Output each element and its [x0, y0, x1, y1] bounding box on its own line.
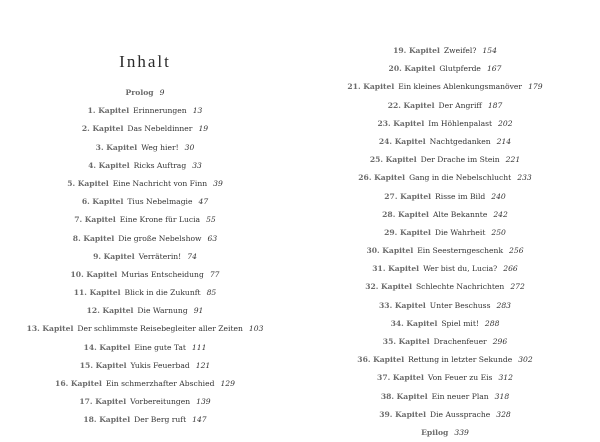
chapter-number: 28. Kapitel [382, 209, 429, 219]
toc-entry [300, 278, 590, 296]
toc-list-left [0, 84, 290, 430]
toc-entry [0, 157, 290, 175]
chapter-title: Ein kleines Ablenkungsmanöver [398, 82, 523, 92]
chapter-title: Die Wahrheit [434, 227, 486, 237]
chapter-title: Ein neuer Plan [431, 391, 489, 401]
left-page [0, 0, 300, 434]
chapter-number: 23. Kapitel [377, 118, 425, 128]
chapter-number: 37. Kapitel [377, 373, 424, 383]
page-number: 30 [184, 142, 195, 152]
toc-entry [300, 351, 590, 369]
chapter-title: Im Höhlenpalast [428, 118, 493, 128]
toc-entry [0, 393, 290, 411]
chapter-number: 3. Kapitel [95, 142, 138, 152]
toc-entry [300, 369, 590, 387]
page-number: 318 [494, 391, 510, 401]
chapter-number: 33. Kapitel [379, 300, 426, 310]
chapter-title: Zweifel? [443, 46, 477, 55]
chapter-number: 15. Kapitel [79, 360, 127, 370]
toc-entry [300, 315, 590, 333]
toc-entry [300, 133, 590, 151]
chapter-number: 19. Kapitel [393, 46, 440, 55]
toc-entry [0, 302, 290, 320]
page-number: 77 [209, 269, 220, 279]
toc-entry [0, 193, 290, 211]
page-number: 339 [454, 427, 469, 437]
toc-entry [0, 175, 290, 193]
chapter-title: Glutpferde [439, 64, 481, 74]
chapter-number: 12. Kapitel [86, 306, 134, 316]
page-number: 266 [503, 264, 518, 274]
chapter-number: 2. Kapitel [81, 124, 124, 134]
toc-entry [300, 42, 590, 60]
page-number: 283 [496, 300, 511, 310]
chapter-title: Erinnerungen [133, 106, 187, 116]
toc-entry [300, 169, 590, 187]
chapter-number: 31. Kapitel [372, 264, 420, 274]
chapter-title: Prolog [125, 88, 154, 97]
toc-entry [300, 406, 590, 424]
page-number: 256 [509, 246, 524, 256]
chapter-title: Verräterin! [138, 251, 182, 261]
page-number: 296 [492, 337, 508, 346]
chapter-number: 27. Kapitel [384, 191, 432, 201]
page-number: 221 [505, 155, 521, 165]
chapter-title: Der schlimmste Reisebegleiter aller Zeiten [77, 324, 243, 334]
chapter-number: 18. Kapitel [83, 415, 131, 425]
chapter-title: Ein Seesterngeschenk [417, 246, 504, 256]
chapter-title: Ricks Auftrag [133, 160, 187, 170]
chapter-number: 21. Kapitel [347, 82, 395, 92]
toc-entry [300, 388, 590, 406]
page-number: 9 [159, 88, 165, 97]
toc-entry [300, 78, 590, 96]
page-number: 154 [482, 46, 497, 55]
toc-entry [300, 188, 590, 206]
chapter-number: 11. Kapitel [73, 288, 121, 298]
toc-entry [300, 151, 590, 169]
chapter-number: 36. Kapitel [357, 355, 405, 365]
chapter-title: Das Nebeldinner [127, 124, 193, 134]
page-number: 129 [220, 379, 235, 388]
chapter-title: Rettung in letzter Sekunde [408, 355, 513, 365]
chapter-title: Die Warnung [137, 306, 188, 316]
page-number: 272 [510, 282, 525, 292]
page-number: 187 [487, 100, 503, 110]
chapter-number: 25. Kapitel [369, 155, 417, 165]
chapter-number: 7. Kapitel [74, 215, 116, 225]
page-number: 233 [517, 173, 532, 183]
toc-entry [300, 115, 590, 133]
toc-entry [300, 60, 590, 78]
chapter-number: 14. Kapitel [83, 342, 131, 352]
page-number: 47 [198, 197, 209, 207]
page-number: 202 [498, 118, 513, 128]
page-number: 85 [206, 288, 217, 298]
chapter-title: Weg hier! [141, 142, 179, 152]
toc-entry [0, 102, 290, 120]
page-number: 139 [196, 397, 211, 407]
chapter-number: 9. Kapitel [93, 251, 135, 261]
toc-entry [0, 248, 290, 266]
page-number: 103 [248, 324, 264, 334]
page-number: 63 [207, 233, 218, 243]
chapter-number: 6. Kapitel [81, 197, 124, 207]
chapter-number: 39. Kapitel [379, 409, 427, 419]
page-number: 167 [486, 64, 502, 74]
chapter-number: 13. Kapitel [26, 324, 74, 334]
toc-entry [0, 120, 290, 138]
page-number: 312 [498, 373, 513, 383]
chapter-title: Gang in die Nebelschlucht [409, 173, 512, 183]
toc-title: Inhalt [119, 52, 171, 71]
toc-entry [300, 297, 590, 315]
toc-entry [0, 357, 290, 375]
page-number: 74 [187, 251, 197, 261]
chapter-number: 5. Kapitel [67, 178, 109, 188]
chapter-title: Ein schmerzhafter Abschied [105, 379, 215, 388]
chapter-number: 35. Kapitel [382, 337, 430, 346]
toc-entry [300, 260, 590, 278]
toc-entry [0, 230, 290, 248]
chapter-title: Der Berg ruft [134, 415, 187, 425]
chapter-title: Wer bist du, Lucia? [423, 264, 498, 274]
toc-entry [300, 242, 590, 260]
chapter-title: Eine Krone für Lucia [119, 215, 201, 225]
chapter-number: 4. Kapitel [88, 160, 130, 170]
chapter-title: Spiel mit! [441, 318, 479, 328]
toc-entry [300, 206, 590, 224]
page-number: 39 [213, 178, 223, 188]
toc-entry [0, 339, 290, 357]
toc-entry [0, 84, 290, 102]
chapter-title: Alte Bekannte [432, 209, 488, 219]
page-number: 91 [193, 306, 204, 316]
chapter-title: Risse im Bild [435, 191, 486, 201]
chapter-number: 38. Kapitel [380, 391, 428, 401]
page-number: 302 [518, 355, 533, 365]
chapter-number: 16. Kapitel [55, 379, 102, 388]
chapter-title: Die große Nebelshow [118, 233, 202, 243]
toc-entry [0, 411, 290, 429]
right-page [300, 0, 600, 437]
page-number: 214 [496, 136, 512, 146]
page-number: 147 [192, 415, 207, 425]
chapter-title: Eine Nachricht von Finn [112, 178, 208, 188]
page-number: 121 [195, 360, 211, 370]
page-number: 179 [528, 82, 543, 92]
toc-entry [300, 333, 590, 351]
toc-entry [0, 284, 290, 302]
chapter-title: Die Aussprache [430, 409, 491, 419]
chapter-title: Der Angriff [438, 100, 482, 110]
page-number: 33 [192, 160, 202, 170]
chapter-title: Vorbereitungen [130, 397, 191, 407]
chapter-title: Schlechte Nachrichten [415, 282, 505, 292]
chapter-number: 10. Kapitel [70, 269, 118, 279]
chapter-title: Unter Beschuss [429, 300, 491, 310]
toc-entry [0, 375, 290, 393]
page-number: 19 [198, 124, 209, 134]
page-number: 111 [191, 342, 207, 352]
chapter-number: 32. Kapitel [365, 282, 412, 292]
chapter-title: Der Drache im Stein [420, 155, 500, 165]
chapter-number: 8. Kapitel [72, 233, 115, 243]
chapter-title: Eine gute Tat [134, 342, 186, 352]
chapter-number: 29. Kapitel [384, 227, 431, 237]
chapter-title: Yukis Feuerbad [130, 360, 190, 370]
toc-entry [300, 424, 590, 442]
page-number: 55 [206, 215, 216, 225]
chapter-number: 26. Kapitel [358, 173, 406, 183]
toc-entry [300, 224, 590, 242]
chapter-number: 20. Kapitel [388, 64, 436, 74]
chapter-number: 17. Kapitel [79, 397, 127, 407]
chapter-number: 34. Kapitel [390, 318, 438, 328]
chapter-number: 22. Kapitel [387, 100, 435, 110]
chapter-number: 30. Kapitel [366, 246, 414, 256]
toc-entry [0, 211, 290, 229]
page-number: 240 [491, 191, 506, 201]
chapter-title: Tius Nebelmagie [127, 197, 193, 207]
toc-list-right [300, 42, 590, 442]
chapter-title: Von Feuer zu Eis [427, 373, 493, 383]
page-number: 242 [493, 209, 508, 219]
chapter-title: Epilog [421, 427, 449, 437]
page-number: 288 [484, 318, 500, 328]
page-number: 250 [491, 227, 506, 237]
toc-entry [0, 320, 290, 338]
chapter-title: Blick in die Zukunft [124, 288, 201, 298]
page-number: 328 [496, 409, 511, 419]
chapter-title: Nachtgedanken [429, 136, 491, 146]
page-number: 13 [192, 106, 203, 116]
toc-entry [0, 139, 290, 157]
toc-entry [0, 266, 290, 284]
chapter-number: 24. Kapitel [378, 136, 426, 146]
chapter-title: Drachenfeuer [433, 337, 487, 346]
toc-entry [300, 97, 590, 115]
chapter-number: 1. Kapitel [87, 106, 130, 116]
chapter-title: Murias Entscheidung [121, 269, 204, 279]
